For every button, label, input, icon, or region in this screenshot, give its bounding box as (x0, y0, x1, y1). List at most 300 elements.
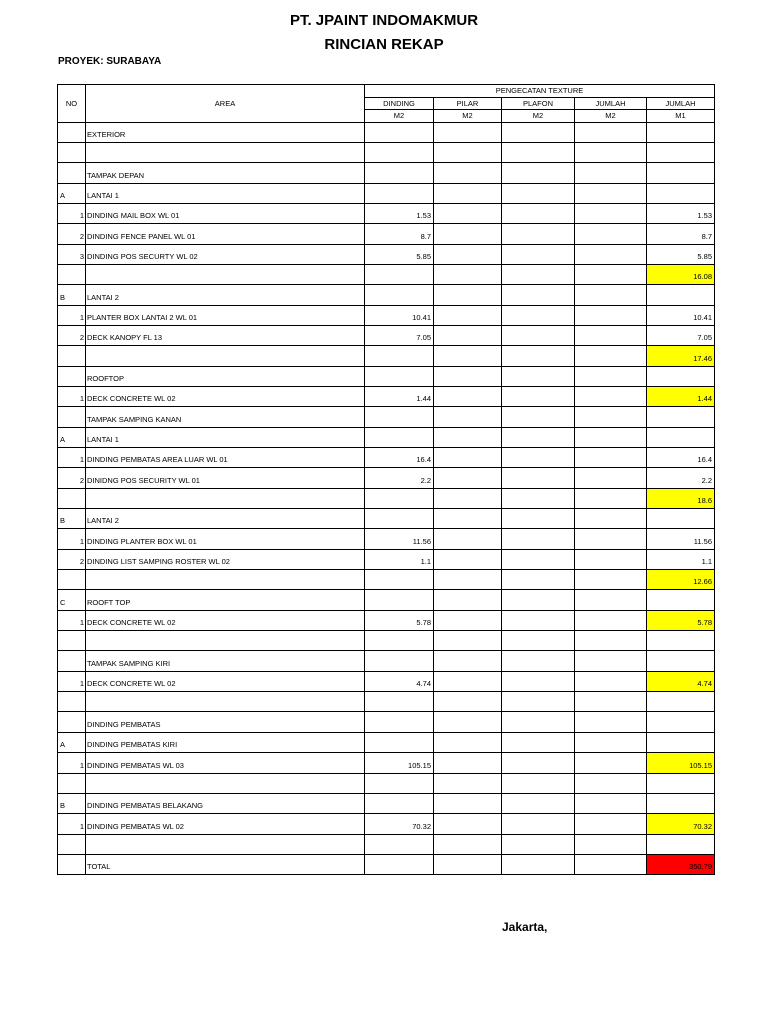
cell-jumlah-m1: 16.4 (647, 448, 715, 468)
project-label: PROYEK: SURABAYA (58, 56, 162, 67)
cell-pilar (434, 793, 502, 813)
cell-dinding (365, 122, 434, 142)
cell-jumlah-m2 (575, 366, 647, 386)
cell-jumlah-m2 (575, 264, 647, 284)
cell-pilar (434, 651, 502, 671)
col-header-jumlah-m2: JUMLAH (575, 97, 647, 110)
cell-no: 2 (58, 325, 86, 345)
cell-dinding: 5.85 (365, 244, 434, 264)
cell-dinding (365, 692, 434, 712)
cell-jumlah-m2 (575, 427, 647, 447)
table-row (58, 570, 715, 590)
cell-pilar (434, 570, 502, 590)
table-row (58, 549, 715, 569)
cell-area: LANTAI 1 (86, 427, 365, 447)
cell-dinding: 2.2 (365, 468, 434, 488)
cell-no (58, 407, 86, 427)
cell-jumlah-m1 (647, 692, 715, 712)
cell-area: DINDING PEMBATAS WL 02 (86, 814, 365, 834)
cell-plafon (502, 264, 575, 284)
cell-jumlah-m2 (575, 529, 647, 549)
cell-no (58, 854, 86, 874)
cell-jumlah-m2 (575, 346, 647, 366)
cell-jumlah-m1: 5.78 (647, 610, 715, 630)
table-row (58, 224, 715, 244)
table-row (58, 203, 715, 223)
cell-plafon (502, 366, 575, 386)
cell-pilar (434, 285, 502, 305)
cell-pilar (434, 732, 502, 752)
cell-dinding (365, 712, 434, 732)
cell-pilar (434, 834, 502, 854)
cell-no (58, 773, 86, 793)
table-row (58, 468, 715, 488)
cell-dinding (365, 427, 434, 447)
cell-plafon (502, 427, 575, 447)
cell-dinding (365, 264, 434, 284)
cell-jumlah-m1 (647, 732, 715, 752)
cell-area: DINDING PEMBATAS BELAKANG (86, 793, 365, 813)
cell-dinding (365, 163, 434, 183)
cell-jumlah-m2 (575, 488, 647, 508)
cell-dinding (365, 509, 434, 529)
table-row (58, 163, 715, 183)
table-row (58, 386, 715, 406)
cell-jumlah-m2 (575, 224, 647, 244)
table-row (58, 305, 715, 325)
cell-dinding: 4.74 (365, 671, 434, 691)
table-row (58, 793, 715, 813)
table-row (58, 529, 715, 549)
cell-jumlah-m1: 4.74 (647, 671, 715, 691)
cell-no: 2 (58, 468, 86, 488)
cell-jumlah-m2 (575, 142, 647, 162)
cell-dinding (365, 793, 434, 813)
cell-pilar (434, 407, 502, 427)
cell-pilar (434, 814, 502, 834)
cell-dinding (365, 590, 434, 610)
cell-jumlah-m1: 7.05 (647, 325, 715, 345)
cell-pilar (434, 203, 502, 223)
cell-no: B (58, 285, 86, 305)
cell-plafon (502, 590, 575, 610)
table-row (58, 427, 715, 447)
cell-no (58, 366, 86, 386)
table-row (58, 244, 715, 264)
group-header: PENGECATAN TEXTURE (365, 85, 715, 98)
cell-jumlah-m1 (647, 122, 715, 142)
cell-pilar (434, 692, 502, 712)
table-row (58, 814, 715, 834)
cell-jumlah-m1: 16.08 (647, 264, 715, 284)
cell-no (58, 692, 86, 712)
cell-pilar (434, 773, 502, 793)
cell-pilar (434, 488, 502, 508)
cell-jumlah-m1 (647, 163, 715, 183)
cell-jumlah-m1: 5.85 (647, 244, 715, 264)
unit-dinding: M2 (365, 110, 434, 123)
header-row-group (58, 85, 715, 98)
cell-pilar (434, 325, 502, 345)
cell-dinding (365, 854, 434, 874)
cell-jumlah-m1 (647, 285, 715, 305)
cell-jumlah-m2 (575, 814, 647, 834)
cell-plafon (502, 773, 575, 793)
cell-area (86, 570, 365, 590)
cell-no: 2 (58, 549, 86, 569)
cell-jumlah-m2 (575, 163, 647, 183)
cell-jumlah-m2 (575, 183, 647, 203)
cell-jumlah-m1 (647, 366, 715, 386)
cell-area (86, 264, 365, 284)
cell-jumlah-m2 (575, 610, 647, 630)
table-row (58, 346, 715, 366)
cell-area: TAMPAK DEPAN (86, 163, 365, 183)
table-row (58, 509, 715, 529)
cell-no: 3 (58, 244, 86, 264)
cell-area: TOTAL (86, 854, 365, 874)
unit-jumlah-m2: M2 (575, 110, 647, 123)
table-row (58, 692, 715, 712)
cell-plafon (502, 651, 575, 671)
cell-area: DINDING LIST SAMPING ROSTER WL 02 (86, 549, 365, 569)
cell-no: A (58, 732, 86, 752)
cell-no: 1 (58, 448, 86, 468)
cell-jumlah-m2 (575, 732, 647, 752)
cell-pilar (434, 346, 502, 366)
cell-plafon (502, 163, 575, 183)
cell-area: TAMPAK SAMPING KANAN (86, 407, 365, 427)
cell-pilar (434, 448, 502, 468)
cell-plafon (502, 834, 575, 854)
cell-dinding (365, 488, 434, 508)
cell-plafon (502, 142, 575, 162)
cell-plafon (502, 468, 575, 488)
cell-jumlah-m2 (575, 773, 647, 793)
cell-no: 1 (58, 671, 86, 691)
cell-dinding: 70.32 (365, 814, 434, 834)
cell-plafon (502, 753, 575, 773)
cell-jumlah-m1: 11.56 (647, 529, 715, 549)
cell-jumlah-m1: 18.6 (647, 488, 715, 508)
cell-jumlah-m1 (647, 183, 715, 203)
cell-no (58, 651, 86, 671)
cell-jumlah-m1 (647, 834, 715, 854)
cell-area: EXTERIOR (86, 122, 365, 142)
cell-dinding (365, 285, 434, 305)
cell-no: B (58, 509, 86, 529)
cell-dinding: 1.44 (365, 386, 434, 406)
cell-area (86, 773, 365, 793)
cell-pilar (434, 142, 502, 162)
cell-dinding: 1.1 (365, 549, 434, 569)
cell-jumlah-m2 (575, 468, 647, 488)
cell-jumlah-m2 (575, 651, 647, 671)
cell-pilar (434, 244, 502, 264)
cell-pilar (434, 224, 502, 244)
cell-jumlah-m1 (647, 631, 715, 651)
cell-jumlah-m2 (575, 305, 647, 325)
cell-pilar (434, 549, 502, 569)
cell-pilar (434, 753, 502, 773)
cell-jumlah-m1: 12.66 (647, 570, 715, 590)
cell-pilar (434, 610, 502, 630)
cell-jumlah-m2 (575, 590, 647, 610)
cell-jumlah-m2 (575, 692, 647, 712)
cell-jumlah-m2 (575, 753, 647, 773)
cell-pilar (434, 509, 502, 529)
cell-no: 1 (58, 203, 86, 223)
cell-area: TAMPAK SAMPING KIRI (86, 651, 365, 671)
table-row (58, 610, 715, 630)
cell-plafon (502, 712, 575, 732)
table-row (58, 183, 715, 203)
cell-dinding: 7.05 (365, 325, 434, 345)
cell-no: A (58, 427, 86, 447)
cell-pilar (434, 631, 502, 651)
table-row (58, 366, 715, 386)
table-body (58, 122, 715, 875)
table-row (58, 651, 715, 671)
col-area-header: AREA (86, 85, 365, 123)
cell-area: LANTAI 1 (86, 183, 365, 203)
cell-area: ROOFT TOP (86, 590, 365, 610)
cell-dinding (365, 773, 434, 793)
col-header-dinding: DINDING (365, 97, 434, 110)
cell-plafon (502, 122, 575, 142)
cell-dinding: 105.15 (365, 753, 434, 773)
table-row (58, 590, 715, 610)
cell-plafon (502, 814, 575, 834)
table-row (58, 732, 715, 752)
cell-no (58, 346, 86, 366)
cell-no (58, 631, 86, 651)
table-row (58, 448, 715, 468)
cell-no: 1 (58, 529, 86, 549)
document-title: RINCIAN REKAP (324, 36, 444, 53)
cell-dinding: 11.56 (365, 529, 434, 549)
cell-no: 2 (58, 224, 86, 244)
col-no-header: NO (58, 85, 86, 123)
cell-jumlah-m1: 1.1 (647, 549, 715, 569)
cell-plafon (502, 570, 575, 590)
cell-pilar (434, 427, 502, 447)
cell-pilar (434, 854, 502, 874)
cell-jumlah-m2 (575, 570, 647, 590)
cell-jumlah-m1: 1.44 (647, 386, 715, 406)
cell-jumlah-m2 (575, 854, 647, 874)
cell-pilar (434, 671, 502, 691)
cell-jumlah-m1 (647, 142, 715, 162)
cell-jumlah-m2 (575, 834, 647, 854)
cell-no: B (58, 793, 86, 813)
cell-dinding (365, 407, 434, 427)
cell-jumlah-m1 (647, 793, 715, 813)
cell-area: DECK CONCRETE WL 02 (86, 610, 365, 630)
cell-plafon (502, 244, 575, 264)
cell-area: LANTAI 2 (86, 285, 365, 305)
cell-area: PLANTER BOX LANTAI 2 WL 01 (86, 305, 365, 325)
col-header-pilar: PILAR (434, 97, 502, 110)
cell-dinding (365, 631, 434, 651)
cell-dinding (365, 570, 434, 590)
cell-dinding (365, 346, 434, 366)
cell-dinding (365, 183, 434, 203)
footer-city: Jakarta, (502, 920, 548, 934)
table-row (58, 712, 715, 732)
cell-area: DINDING PEMBATAS AREA LUAR WL 01 (86, 448, 365, 468)
cell-no (58, 712, 86, 732)
cell-jumlah-m1 (647, 407, 715, 427)
cell-pilar (434, 712, 502, 732)
cell-area: DECK CONCRETE WL 02 (86, 386, 365, 406)
unit-plafon: M2 (502, 110, 575, 123)
cell-jumlah-m1 (647, 590, 715, 610)
cell-plafon (502, 203, 575, 223)
cell-plafon (502, 488, 575, 508)
table-row (58, 325, 715, 345)
cell-jumlah-m2 (575, 244, 647, 264)
cell-jumlah-m1 (647, 712, 715, 732)
cell-jumlah-m2 (575, 671, 647, 691)
table-row (58, 631, 715, 651)
cell-area: DINDING PEMBATAS KIRI (86, 732, 365, 752)
cell-dinding: 10.41 (365, 305, 434, 325)
table-row (58, 142, 715, 162)
cell-plafon (502, 529, 575, 549)
cell-plafon (502, 325, 575, 345)
table-row (58, 753, 715, 773)
cell-jumlah-m1: 2.2 (647, 468, 715, 488)
cell-area (86, 346, 365, 366)
cell-dinding (365, 732, 434, 752)
cell-jumlah-m2 (575, 203, 647, 223)
cell-jumlah-m2 (575, 122, 647, 142)
cell-jumlah-m1 (647, 427, 715, 447)
cell-area: DECK KANOPY FL 13 (86, 325, 365, 345)
cell-plafon (502, 183, 575, 203)
cell-plafon (502, 346, 575, 366)
cell-jumlah-m2 (575, 631, 647, 651)
cell-area: DINDING PLANTER BOX WL 01 (86, 529, 365, 549)
cell-pilar (434, 305, 502, 325)
cell-area: DINIDNG POS SECURITY WL 01 (86, 468, 365, 488)
cell-dinding (365, 651, 434, 671)
cell-jumlah-m1: 17.46 (647, 346, 715, 366)
cell-plafon (502, 610, 575, 630)
cell-pilar (434, 468, 502, 488)
cell-area: LANTAI 2 (86, 509, 365, 529)
cell-no (58, 488, 86, 508)
cell-area (86, 488, 365, 508)
table-row (58, 488, 715, 508)
cell-area (86, 142, 365, 162)
cell-no (58, 264, 86, 284)
cell-plafon (502, 549, 575, 569)
cell-jumlah-m2 (575, 285, 647, 305)
table-row (58, 407, 715, 427)
cell-dinding: 8.7 (365, 224, 434, 244)
cell-area: ROOFTOP (86, 366, 365, 386)
unit-pilar: M2 (434, 110, 502, 123)
cell-dinding (365, 834, 434, 854)
cell-area: DINDING MAIL BOX WL 01 (86, 203, 365, 223)
cell-plafon (502, 448, 575, 468)
table-row (58, 854, 715, 874)
table-row (58, 264, 715, 284)
cell-dinding: 16.4 (365, 448, 434, 468)
cell-jumlah-m2 (575, 448, 647, 468)
cell-plafon (502, 631, 575, 651)
cell-pilar (434, 183, 502, 203)
cell-area: DINDING PEMBATAS WL 03 (86, 753, 365, 773)
cell-area: DINDING PEMBATAS (86, 712, 365, 732)
cell-no: 1 (58, 610, 86, 630)
cell-plafon (502, 854, 575, 874)
cell-plafon (502, 671, 575, 691)
cell-jumlah-m1: 8.7 (647, 224, 715, 244)
table-row (58, 834, 715, 854)
cell-pilar (434, 590, 502, 610)
cell-pilar (434, 366, 502, 386)
cell-pilar (434, 264, 502, 284)
table-row (58, 285, 715, 305)
cell-pilar (434, 122, 502, 142)
cell-no: C (58, 590, 86, 610)
cell-area: DINDING FENCE PANEL WL 01 (86, 224, 365, 244)
unit-jumlah-m1: M1 (647, 110, 715, 123)
cell-jumlah-m2 (575, 549, 647, 569)
cell-jumlah-m2 (575, 407, 647, 427)
cell-pilar (434, 163, 502, 183)
cell-plafon (502, 692, 575, 712)
table-row (58, 671, 715, 691)
cell-jumlah-m2 (575, 793, 647, 813)
cell-area (86, 692, 365, 712)
cell-no (58, 163, 86, 183)
cell-jumlah-m2 (575, 712, 647, 732)
cell-no: 1 (58, 814, 86, 834)
cell-plafon (502, 285, 575, 305)
cell-no (58, 142, 86, 162)
col-header-plafon: PLAFON (502, 97, 575, 110)
cell-area: DECK CONCRETE WL 02 (86, 671, 365, 691)
cell-pilar (434, 386, 502, 406)
cell-no (58, 122, 86, 142)
cell-no: 1 (58, 305, 86, 325)
cell-pilar (434, 529, 502, 549)
cell-jumlah-m1: 350.79 (647, 854, 715, 874)
cell-plafon (502, 305, 575, 325)
cell-jumlah-m2 (575, 509, 647, 529)
cell-dinding: 5.78 (365, 610, 434, 630)
cell-jumlah-m1: 10.41 (647, 305, 715, 325)
cell-area (86, 834, 365, 854)
company-name: PT. JPAINT INDOMAKMUR (289, 12, 479, 29)
cell-plafon (502, 509, 575, 529)
cell-no: A (58, 183, 86, 203)
cell-no: 1 (58, 386, 86, 406)
cell-dinding: 1.53 (365, 203, 434, 223)
cell-jumlah-m1 (647, 651, 715, 671)
cell-dinding (365, 142, 434, 162)
cell-plafon (502, 224, 575, 244)
cell-jumlah-m1: 105.15 (647, 753, 715, 773)
recap-table (57, 84, 715, 875)
table-row (58, 773, 715, 793)
cell-no (58, 570, 86, 590)
cell-area: DINDING POS SECURTY WL 02 (86, 244, 365, 264)
